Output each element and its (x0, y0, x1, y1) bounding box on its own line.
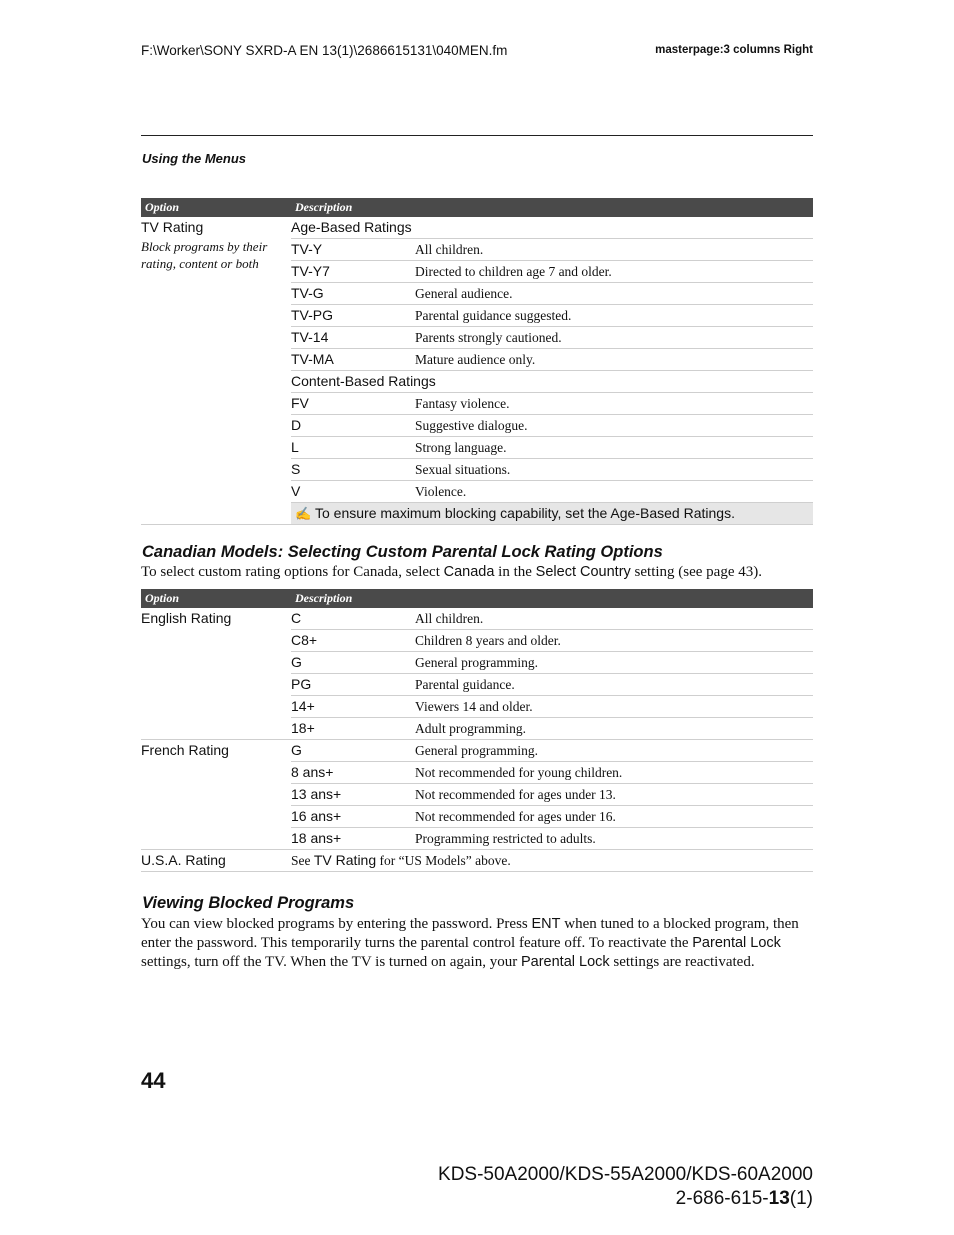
rating-description: Programming restricted to adults. (415, 828, 813, 850)
rating-description: All children. (415, 239, 813, 261)
column-header-description: Description (291, 198, 813, 217)
note-text: To ensure maximum blocking capability, set the Age-Based Ratings. (315, 505, 735, 521)
header-file-path: F:\Worker\SONY SXRD-A EN 13(1)\2686615131\040MEN.fm (141, 43, 508, 58)
rating-code: TV-14 (291, 327, 415, 349)
model-info (438, 1163, 813, 1211)
rating-description: Mature audience only. (415, 349, 813, 371)
option-note: Block programs by their rating, content or both (141, 239, 268, 271)
canadian-intro (141, 563, 815, 582)
intro-text: in the (494, 564, 536, 580)
part-number (438, 1187, 813, 1211)
usa-rating-description (291, 850, 813, 872)
rating-description: Violence. (415, 481, 813, 503)
rating-description: Parental guidance suggested. (415, 305, 813, 327)
rating-code: TV-MA (291, 349, 415, 371)
tv-rating-table (141, 198, 813, 525)
rating-code: 8 ans+ (291, 762, 415, 784)
rating-code: L (291, 437, 415, 459)
rating-code: G (291, 652, 415, 674)
rating-description: Suggestive dialogue. (415, 415, 813, 437)
desc-text: See (291, 853, 314, 868)
rating-description: General programming. (415, 652, 813, 674)
rating-description: Parental guidance. (415, 674, 813, 696)
page-number: 44 (141, 1068, 166, 1093)
body-text: settings, turn off the TV. When the TV is turned on again, your (141, 954, 521, 970)
rating-description: Parents strongly cautioned. (415, 327, 813, 349)
column-header-option: Option (141, 589, 291, 608)
canadian-heading: Canadian Models: Selecting Custom Parental Lock Rating Options (142, 543, 663, 561)
rating-code: TV-Y7 (291, 261, 415, 283)
option-name: French Rating (141, 742, 229, 758)
table-row (141, 740, 813, 762)
table-row (141, 608, 813, 630)
rating-description: Strong language. (415, 437, 813, 459)
part-suffix: (1) (789, 1188, 813, 1209)
option-cell-english-rating (141, 608, 291, 740)
rating-description: Not recommended for ages under 16. (415, 806, 813, 828)
desc-text: for “US Models” above. (376, 853, 511, 868)
rating-description: Not recommended for ages under 13. (415, 784, 813, 806)
option-name: U.S.A. Rating (141, 852, 226, 868)
intro-text: To select custom rating options for Canada, select (141, 564, 444, 580)
rating-code: 13 ans+ (291, 784, 415, 806)
option-name: English Rating (141, 610, 232, 626)
rating-description: Directed to children age 7 and older. (415, 261, 813, 283)
table-row (141, 217, 813, 239)
rating-description: Children 8 years and older. (415, 630, 813, 652)
rating-description: General programming. (415, 740, 813, 762)
body-text: You can view blocked programs by entering the password. Press (141, 916, 532, 932)
rating-description: Adult programming. (415, 718, 813, 740)
column-header-description: Description (291, 589, 813, 608)
option-name: TV Rating (141, 219, 204, 235)
rating-code: 18+ (291, 718, 415, 740)
table-header-row (141, 589, 813, 608)
rating-code: TV-Y (291, 239, 415, 261)
rating-code: 16 ans+ (291, 806, 415, 828)
rating-description: Fantasy violence. (415, 393, 813, 415)
pencil-note-icon: ✍ (295, 506, 312, 521)
table-row (141, 850, 813, 872)
column-header-option: Option (141, 198, 291, 217)
rating-code: V (291, 481, 415, 503)
ui-term-tv-rating: TV Rating (313, 852, 377, 868)
rating-code: D (291, 415, 415, 437)
viewing-heading: Viewing Blocked Programs (142, 894, 355, 912)
rating-code: S (291, 459, 415, 481)
rating-code: TV-G (291, 283, 415, 305)
canadian-rating-table (141, 589, 813, 872)
subheading-age-based: Age-Based Ratings (291, 217, 813, 239)
part-bold: 13 (768, 1188, 790, 1209)
option-cell-tv-rating (141, 217, 291, 525)
rating-code: PG (291, 674, 415, 696)
subheading-content-based: Content-Based Ratings (291, 371, 813, 393)
option-cell-usa-rating (141, 850, 291, 872)
ui-term-parental-lock: Parental Lock (520, 954, 610, 970)
intro-text: setting (see page 43). (630, 564, 762, 580)
header-rule (141, 135, 813, 136)
rating-code: FV (291, 393, 415, 415)
body-text: settings are reactivated. (609, 954, 755, 970)
rating-description: Not recommended for young children. (415, 762, 813, 784)
ui-term-canada: Canada (443, 564, 495, 580)
body-text: when tuned to a blocked program, then enter the password. This temporarily turns the parental control feature off. To reactivate the (141, 916, 799, 951)
rating-description: General audience. (415, 283, 813, 305)
viewing-paragraph (141, 915, 815, 972)
rating-description: Viewers 14 and older. (415, 696, 813, 718)
section-label: Using the Menus (142, 151, 247, 166)
rating-code: 18 ans+ (291, 828, 415, 850)
note-cell (291, 503, 813, 525)
rating-description: All children. (415, 608, 813, 630)
ui-term-parental-lock: Parental Lock (692, 935, 781, 951)
option-cell-french-rating (141, 740, 291, 850)
table-header-row (141, 198, 813, 217)
ui-term-ent: ENT (531, 916, 561, 932)
rating-code: G (291, 740, 415, 762)
model-numbers: KDS-50A2000/KDS-55A2000/KDS-60A2000 (438, 1164, 813, 1185)
ui-term-select-country: Select Country (535, 564, 631, 580)
part-prefix: 2-686-615- (675, 1188, 769, 1209)
rating-code: C (291, 608, 415, 630)
rating-code: 14+ (291, 696, 415, 718)
rating-code: C8+ (291, 630, 415, 652)
rating-code: TV-PG (291, 305, 415, 327)
header-masterpage: masterpage:3 columns Right (655, 44, 813, 56)
rating-description: Sexual situations. (415, 459, 813, 481)
